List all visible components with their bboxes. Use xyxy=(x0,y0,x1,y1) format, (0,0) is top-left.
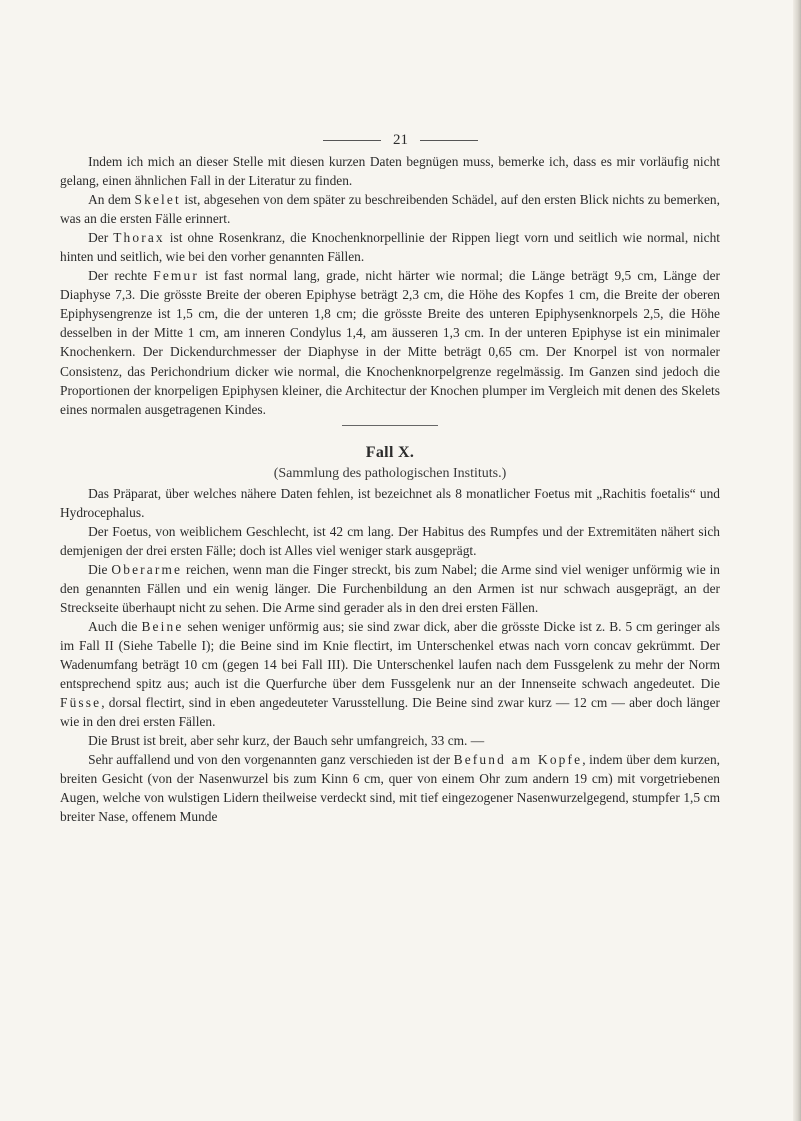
emphasis: Femur xyxy=(153,268,199,284)
paragraph: Das Präparat, über welches nähere Daten fehlen, ist bezeichnet als 8 monatlicher Foetus mit „Rachitis foetalis“ und Hydrocephalus. xyxy=(60,485,720,520)
paragraph: Indem ich mich an dieser Stelle mit diesen kurzen Daten begnügen muss, bemerke ich, dass es mir vorläufig nicht gelang, einen ähnlichen Fall in der Literatur zu finden. xyxy=(60,154,720,189)
paragraph: Die Brust ist breit, aber sehr kurz, der Bauch sehr umfangreich, 33 cm. — xyxy=(88,733,485,749)
paragraph: An dem Skelet ist, abgesehen von dem später zu beschreibenden Schädel, auf den ersten Blick nichts zu bemerken, was an die ersten Fälle erinnert. xyxy=(60,192,720,227)
section-title: Fall X. xyxy=(365,443,415,461)
paragraph: Die Oberarme reichen, wenn man die Finger streckt, bis zum Nabel; die Arme sind viel weniger unförmig wie in den genannten Fällen und ein wenig länger. Die Furchenbildung an den Armen ist nur schwach ausgeprägt, an der Streckseite überhaupt nicht zu sehen. Die Arme sind gerader als in den drei ersten Fällen. xyxy=(60,561,720,615)
page-number: 21 xyxy=(393,132,408,148)
page-edge xyxy=(793,0,801,1121)
paragraph: Der Thorax ist ohne Rosenkranz, die Knochenknorpellinie der Rippen liegt vorn und seitlich wie normal, nicht hinten und seitlich, wie bei den vorher genannten Fällen. xyxy=(60,230,721,265)
section-subtitle: (Sammlung des pathologischen Instituts.) xyxy=(273,465,507,481)
emphasis: Oberarme xyxy=(111,561,183,577)
emphasis: Befund am Kopfe xyxy=(453,752,583,768)
emphasis: Füsse xyxy=(60,695,102,711)
section-separator xyxy=(342,425,438,436)
page-body xyxy=(60,152,720,827)
header-rule-right xyxy=(420,140,478,141)
paragraph: Der Foetus, von weiblichem Geschlecht, ist 42 cm lang. Der Habitus des Rumpfes und der Extremitäten nähert sich demjenigen der drei ersten Fälle; doch ist Alles viel weniger stark ausgeprägt. xyxy=(60,523,720,558)
emphasis: Beine xyxy=(141,618,184,634)
emphasis: Skelet xyxy=(134,192,181,208)
emphasis: Thorax xyxy=(113,230,165,246)
paragraph: Der rechte Femur ist fast normal lang, grade, nicht härter wie normal; die Länge beträgt 9,5 cm, Länge der Diaphyse 7,3. Die grösste Breite der oberen Epiphyse beträgt 2,3 cm, die Höhe des Kopfes 1 cm, die Breite der oberen Epiphysengrenze ist 1,5 cm, die der unteren 1,8 cm; die grösste Breite des unteren Epiphysenknorpels 2,5, die Höhe desselben in der Mitte 1 cm, am inneren Condylus 1,4, am äusseren 1,3 cm. In der unteren Epiphyse ist ein minimaler Knochenkern. Der Dickendurchmesser der Diaphyse in der Mitte beträgt 0,65 cm. Der Knorpel ist von normaler Consistenz, das Perichondrium dicker wie normal, die Knochenknorpelgrenze regelmässig. Im Ganzen sind jedoch die Proportionen der knorpeligen Epiphysen kleiner, die Architectur der Knochen plumper im Vergleich mit denen des Skelets eines normalen ausgetragenen Kindes. xyxy=(60,268,720,417)
header-rule-left xyxy=(323,140,381,141)
paragraph: Auch die Beine sehen weniger unförmig aus; sie sind zwar dick, aber die grösste Dicke ist z. B. 5 cm geringer als im Fall II (Siehe Tabelle I); die Beine sind im Knie flectirt, im Unterschenkel etwas nach vorn concav gekrümmt. Der Wadenumfang beträgt 10 cm (gegen 14 bei Fall III). Die Unterschenkel laufen nach dem Fussgelenk zu mehr der Norm entsprechend spitz aus; auch ist die Querfurche über dem Fussgelenk nur an der Innenseite schwach angedeutet. Die Füsse, dorsal flectirt, sind in eben angedeuteter Varusstellung. Die Beine sind zwar kurz — 12 cm — aber doch länger wie in den drei ersten Fällen. xyxy=(60,618,720,730)
paragraph: Sehr auffallend und von den vorgenannten ganz verschieden ist der Befund am Kopfe, indem über dem kurzen, breiten Gesicht (von der Nasenwurzel bis zum Kinn 6 cm, quer von einem Ohr zum andern 19 cm) mit vorgetriebenen Augen, welche von wulstigen Lidern theilweise verdeckt sind, mit tief eingezogener Nasenwurzelgegend, stumpfer 1,5 cm breiter Nase, offenem Munde xyxy=(60,752,720,825)
page-header xyxy=(0,132,801,149)
